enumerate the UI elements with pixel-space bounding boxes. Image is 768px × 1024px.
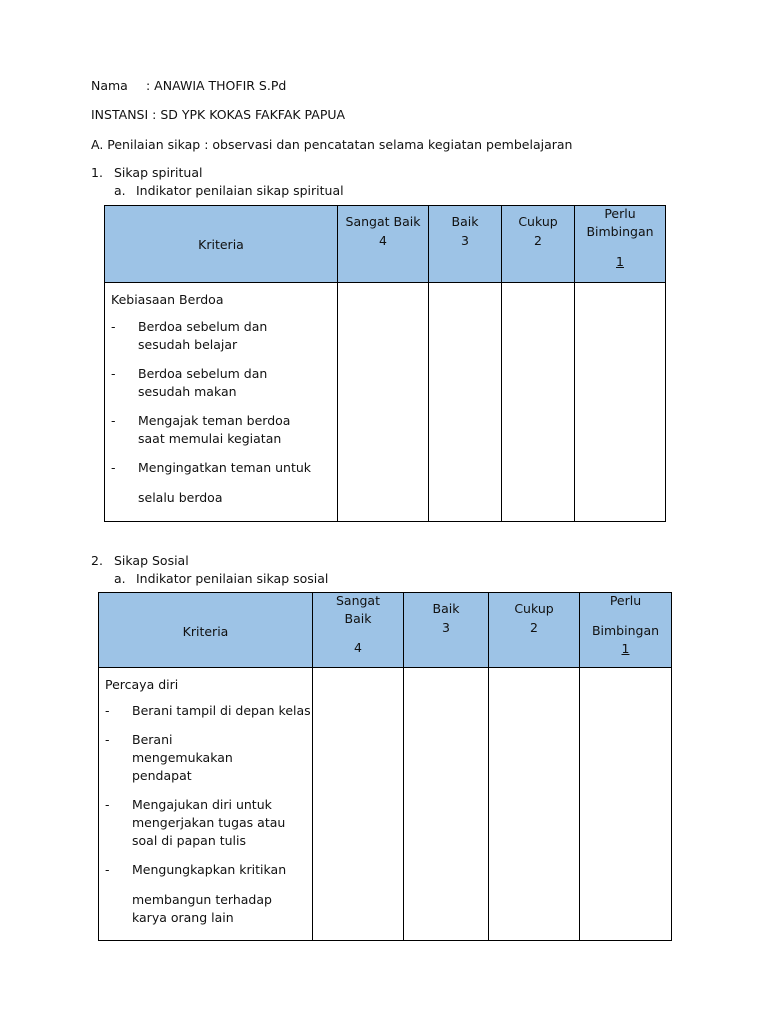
sosial-body-row — [99, 668, 672, 941]
kriteria-header-text: Kriteria — [182, 624, 229, 639]
criteria-group-title: Kebiasaan Berdoa — [111, 292, 224, 307]
rating-cell-sangat-baik[interactable] — [338, 283, 429, 522]
spiritual-criteria-cell — [105, 283, 338, 522]
criteria-item: - Mengingatkan teman untuk selalu berdoa — [111, 460, 312, 505]
rating-cell-sangat-baik[interactable] — [313, 668, 404, 941]
rating-cell-cukup[interactable] — [489, 668, 580, 941]
criteria-item: - Mengungkapkan kritikan membangun terhadap karya orang lain — [105, 862, 287, 925]
kriteria-header — [99, 593, 313, 668]
rating-cell-cukup[interactable] — [502, 283, 575, 522]
rating-cell-perlu-bimbingan[interactable] — [580, 668, 672, 941]
section-1a-letter: a. — [114, 183, 126, 198]
perlu-bimbingan-header: Perlu Bimbingan 1 — [575, 206, 666, 283]
rating-cell-baik[interactable] — [404, 668, 489, 941]
instansi-line: INSTANSI : SD YPK KOKAS FAKFAK PAPUA — [91, 107, 346, 122]
sangat-baik-header: Sangat Baik 4 — [313, 593, 404, 668]
kriteria-header — [105, 206, 338, 283]
baik-header: Baik 3 — [404, 593, 489, 668]
criteria-item: - Berdoa sebelum dan sesudah belajar — [111, 319, 268, 352]
criteria-item: - Berani mengemukakan pendapat — [105, 732, 233, 783]
spiritual-header-row — [105, 206, 666, 283]
section-1a-title: Indikator penilaian sikap spiritual — [136, 183, 344, 198]
kriteria-header-text: Kriteria — [198, 237, 244, 252]
section-1-title: Sikap spiritual — [114, 165, 203, 180]
section-1-number: 1. — [91, 165, 103, 180]
criteria-item: - Berani tampil di depan kelas — [105, 703, 311, 718]
baik-header: Baik 3 — [429, 206, 502, 283]
section-2a-letter: a. — [114, 571, 126, 586]
cukup-header: Cukup 2 — [502, 206, 575, 283]
criteria-group-title: Percaya diri — [105, 677, 179, 692]
cukup-header: Cukup 2 — [489, 593, 580, 668]
nama-value: : ANAWIA THOFIR S.Pd — [146, 78, 287, 93]
section-2-number: 2. — [91, 553, 103, 568]
nama-label: Nama — [91, 78, 128, 93]
sosial-header-row — [99, 593, 672, 668]
section-a-heading: A. Penilaian sikap : observasi dan pencatatan selama kegiatan pembelajaran — [91, 137, 573, 152]
sosial-criteria-cell — [99, 668, 313, 941]
section-2a-title: Indikator penilaian sikap sosial — [136, 571, 329, 586]
criteria-item: - Berdoa sebelum dan sesudah makan — [111, 366, 268, 399]
rating-cell-baik[interactable] — [429, 283, 502, 522]
sosial-table — [98, 592, 672, 941]
perlu-bimbingan-header: Perlu Bimbingan 1 — [580, 593, 672, 668]
section-2-title: Sikap Sosial — [114, 553, 189, 568]
criteria-item: - Mengajak teman berdoa saat memulai kegiatan — [111, 413, 291, 446]
spiritual-body-row — [105, 283, 666, 522]
criteria-item: - Mengajukan diri untuk mengerjakan tugas atau soal di papan tulis — [105, 797, 286, 848]
spiritual-table — [104, 205, 666, 522]
sangat-baik-header: Sangat Baik 4 — [338, 206, 429, 283]
rating-cell-perlu-bimbingan[interactable] — [575, 283, 666, 522]
